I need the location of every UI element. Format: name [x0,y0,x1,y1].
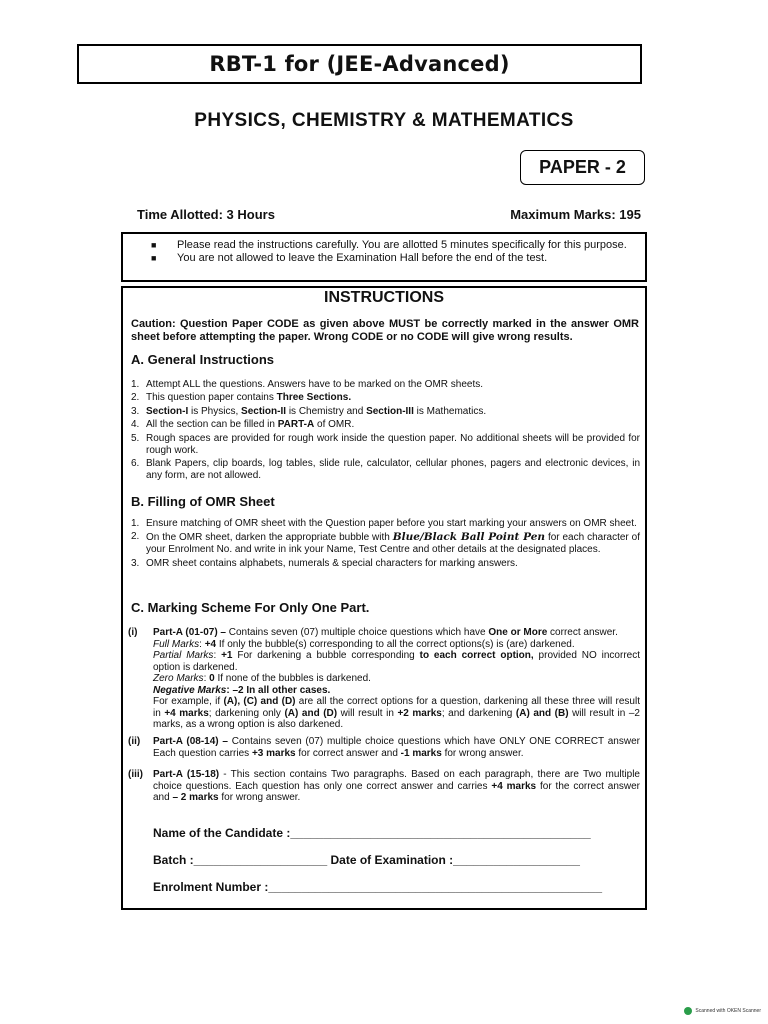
maximum-marks: Maximum Marks: 195 [510,207,641,222]
list-item: 1. Attempt ALL the questions. Answers have to be marked on the OMR sheets. [131,379,484,390]
exam-title: RBT-1 for (JEE-Advanced) [77,44,642,84]
batch-date-field[interactable]: Batch :____________________ Date of Examination :___________________ [153,853,580,867]
list-item: 3. Section-I is Physics, Section-II is Chemistry and Section-III is Mathematics. [131,405,487,417]
scheme-part-2: (ii) Part-A (08-14) – Contains seven (07) multiple choice questions which have ONLY ONE CORRECT answer Each question carries +3 marks for correct answer and -1 marks for wrong answer. [128,736,640,759]
list-item: 5. Rough spaces are provided for rough work inside the question paper. No additional sheets will be provided for rough work. [131,432,640,456]
scheme-part-1: (i) Part-A (01-07) – Contains seven (07) multiple choice questions which have One or More correct answer. Full Marks: +4 If only the bubble(s) corresponding to all the correct options(s) is (are) darkened. Partial Marks: +1 For darkening a bubble corresponding to each correct option, provided NO incorrect option is darkened. Zero Marks: 0 If none of the bubbles is darkened. Negative Marks: –2 In all other cases. For example, if (A), (C) and (D) are all the correct options for a question, darkening all these three will result in +4 marks; darkening only (A) and (D) will result in +2 marks; and darkening (A) and (B) will result in –2 marks, as a wrong option is also darkened. [128,627,640,730]
list-item: 2. On the OMR sheet, darken the appropriate bubble with Blue/Black Ball Point Pen for each character of your Enrolment No. and write in ink your Name, Test Centre and other details at the designated places. [131,531,640,556]
notice-text: Please read the instructions carefully. You are allotted 5 minutes specifically for this purpose. [177,239,627,251]
general-instructions-heading: A. General Instructions [131,352,275,367]
omr-list [131,518,640,571]
paper-label: PAPER - 2 [520,150,645,185]
candidate-name-field[interactable]: Name of the Candidate :_____________________________________________ [153,826,591,840]
marking-scheme-heading: C. Marking Scheme For Only One Part. [131,600,370,615]
scanner-watermark: Scanned with OKEN Scanner [684,1007,761,1015]
list-item: 1. Ensure matching of OMR sheet with the Question paper before you start marking your answers on OMR sheet. [131,518,637,529]
square-bullet-icon: ■ [151,252,157,263]
scheme-part-3: (iii) Part-A (15-18) - This section contains Two paragraphs. Based on each paragraph, there are Two multiple choice questions. Each question has only one correct answer and carries +4 marks for the correct answer and – 2 marks for wrong answer. [128,769,640,803]
square-bullet-icon: ■ [151,240,157,250]
list-item: 6. Blank Papers, clip boards, log tables, slide rule, calculator, cellular phones, pagers and electronic devices, in any form, are not allowed. [131,457,640,481]
omr-heading: B. Filling of OMR Sheet [131,494,275,509]
notice-item [151,239,631,252]
time-allotted: Time Allotted: 3 Hours [137,207,275,222]
list-item: 3. OMR sheet contains alphabets, numerals & special characters for marking answers. [131,557,518,569]
notice-box [121,232,647,282]
notice-text: You are not allowed to leave the Examination Hall before the end of the test. [177,251,548,264]
subject-heading: PHYSICS, CHEMISTRY & MATHEMATICS [194,110,574,131]
list-item: 2. This question paper contains Three Sections. [131,392,352,404]
notice-item [151,252,631,265]
enrolment-number-field[interactable]: Enrolment Number :__________________________________________________ [153,880,603,894]
list-item: 4. All the section can be filled in PART-A of OMR. [131,419,355,431]
caution-text: Caution: Question Paper CODE as given above MUST be correctly marked in the answer OMR sheet before attempting the paper. Wrong CODE or no CODE will give wrong results. [131,318,639,343]
scanner-logo-icon [684,1007,692,1015]
general-instructions-list [131,379,640,483]
instructions-title: INSTRUCTIONS [324,289,444,306]
